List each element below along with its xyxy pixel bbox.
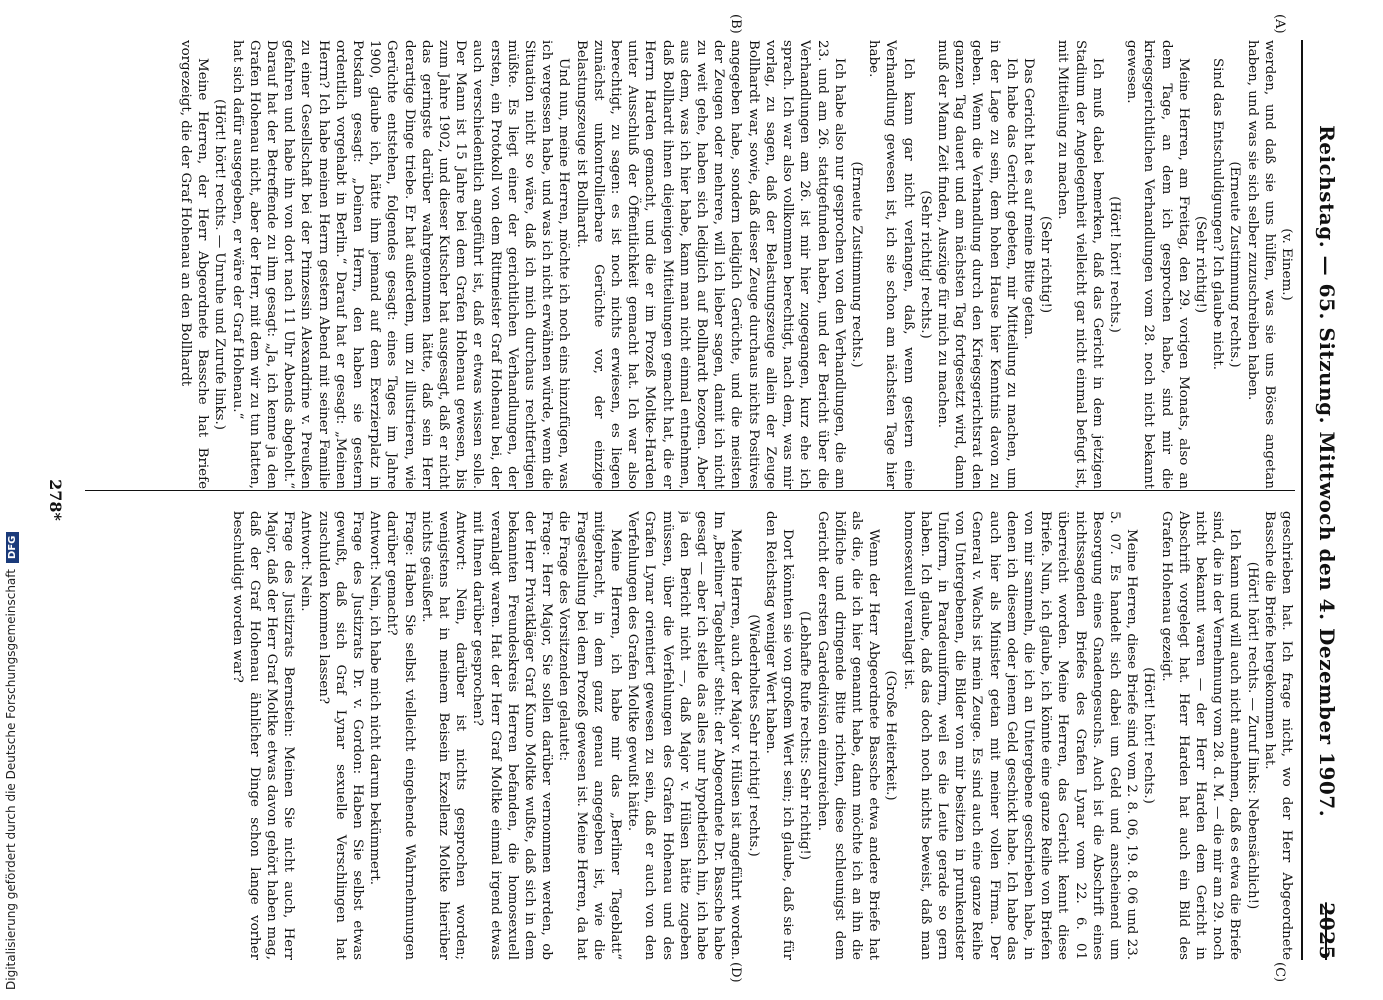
interjection: (Sehr richtig! rechts.) bbox=[917, 190, 933, 339]
column-divider bbox=[85, 490, 1295, 491]
paragraph: Ich kann gar nicht verlangen, daß, wenn gestern eine Verhandlung gewesen ist, ich sie schon am nächsten Tage hier habe. bbox=[866, 40, 916, 489]
paragraph: Meine Herren, am Freitag, den 29. vorigen Monats, also an dem Tage, an dem ich gesprochen habe, sind mir die kriegsgerichtlichen Verhandlungen vom 28. noch nicht bekannt gewesen. bbox=[1124, 40, 1191, 489]
right-column bbox=[85, 511, 1295, 960]
page-header bbox=[1307, 40, 1347, 960]
paragraph: Meine Herren, ich habe mir das „Berliner Tageblatt“ mitgebracht, in dem ganz genau angegeben ist, wie die Fragestellung bei dem Prozeß gewesen ist. Meine Herren, da hat die Frage des Vorsitzenden gelautet: bbox=[556, 511, 624, 960]
paragraph: Ich habe das Gericht gebeten, mir Mitteilung zu machen, um in der Lage zu sein, dem hohen Hause hier Kenntnis davon zu geben. Wenn die Verhandlung durch den Kriegsgerichtsrat den ganzen Tag dauert und am nächsten Tag fortgesetzt wird, dann muß der Mann Zeit finden, Auszüge für mich zu machen. bbox=[934, 40, 1019, 489]
paragraph: Wenn der Herr Abgeordnete Bassche etwa andere Briefe hat als die, die ich hier genannt habe, dann möchte ich an ihn die höfliche und dringende Bitte richten, diese schleunigst dem Gericht der ersten Gardedivision einzureichen. bbox=[814, 511, 882, 960]
paragraph: Meine Herren, diese Briefe sind vom 2. 8. 06, 19. 8. 06 und 23. 5. 07. Es handelt sich dabei um Geld und anscheinend um Besorgung eines Gnadengesuchs. Auch ist die Abschrift eines nichtssagenden Briefes des Grafen Lynar vom 22. 6. 01 überreicht worden. Meine Herren, das Gericht kennt diese Briefe. Nun, ich glaube, ich könnte eine ganze Reihe von Briefen von mir sammeln, die ich an Untergebene geschrieben habe, in denen ich diesem oder jenem Geld geschickt habe. Ich habe das auch hier als Minister getan mit meiner vollen Firma. Der General v. Wachs ist mein Zeuge. Es sind auch eine ganze Reihe von Untergebenen, die Bilder von mir besitzen in prunkendster Uniform, in Paradeuniform, weil es die Leute gerade so gern haben. Ich glaube, daß das doch noch nichts beweist, daß man homosexuell veranlagt ist. bbox=[900, 511, 1140, 960]
paragraph: Ich muß dabei bemerken, daß das Gericht in dem jetzigen Stadium der Angelegenheit vielleicht gar nicht einmal befugt ist, mit Mitteilung zu machen. bbox=[1055, 40, 1105, 489]
paragraph: Frage des Justizrats Dr. v. Gordon: Haben Sie selbst etwas gewußt, daß sich Graf Lynar sexuelle Verschlingen hat zuschulden kommen lassen? bbox=[315, 511, 366, 960]
paragraph: Frage des Justizrats Bernstein: Meinen Sie nicht auch, Herr Major, daß der Herr Graf Moltke etwas davon gehört haben mag, daß der Graf Hohenau ähnlicher Dinge schon lange vorher beschuldigt worden war? bbox=[229, 511, 297, 960]
paragraph: werden, und daß sie uns hülfen, was sie uns Böses angetan haben, und was sie sich selber zuzuschreiben haben. bbox=[1244, 40, 1277, 489]
margin-marker-d: (D) bbox=[728, 962, 743, 983]
interjection: (Große Heiterkeit.) bbox=[883, 670, 899, 801]
interjection: (Hört! hört! rechts. — Zuruf links: Nebensächlich!) bbox=[1244, 561, 1260, 910]
paragraph: (v. Einem.) bbox=[1279, 228, 1294, 301]
header-title: Reichstag. — 65. Sitzung. Mittwoch den 4. Dezember 1907. bbox=[1315, 125, 1339, 818]
interjection: (Wiederholtes Sehr richtig! rechts.) bbox=[745, 614, 761, 857]
paragraph: Frage: Herr Major, Sie sollen darüber vernommen werden, ob der Herr Privatkläger Graf Kuno Moltke wußte, daß sich in dem bekannten Freundeskreis Herren befanden, die homosexuell veranlagt waren. Hat der Herr Graf Moltke einmal irgend etwas mit Ihnen darüber gesprochen? bbox=[470, 511, 555, 960]
text-columns bbox=[85, 40, 1295, 960]
digitization-credit bbox=[4, 532, 19, 990]
paragraph: Ich kann und will auch nicht annehmen, daß es etwa die Briefe sind, die in der Vernehmung vom 28. d. M. — die mir am 29. noch nicht bekannt waren — der Herr Harden dem Gericht in Abschrift vorgelegt hat. Herr Harden hat auch ein Bild des Grafen Hohenau gezeigt. bbox=[1158, 511, 1243, 960]
left-column bbox=[85, 40, 1295, 489]
paragraph: Antwort: Nein, ich habe mich nicht darum bekümmert. bbox=[367, 511, 383, 885]
paragraph: Frage: Haben Sie selbst vielleicht eingehende Wahrnehmungen darüber gemacht? bbox=[384, 511, 417, 960]
paragraph: Ich habe also nur gesprochen von den Verhandlungen, die am 23. und am 26. stattgefunden haben, und der Bericht über die Verhandlungen am 26. ist mir hier zugegangen, kurz ehe ich sprach. Ich war also vollkommen berechtigt, nach dem, was mir vorlag, zu sagen, daß der Belastungszeuge allein der Zeuge Bollhardt war, sowie, daß dieser Zeuge durchaus nichts Positives angegeben habe, sondern lediglich Gerüchte, und die meisten der Zeugen oder mehrere, will ich lieber sagen, damit ich nicht zu weit gehe, haben sich lediglich auf Bollhardt bezogen. Aber aus dem, was ich hier habe, kann man nicht einmal entnehmen, daß Bollhardt ihnen diejenigen Mitteilungen gemacht hat, die er Herrn Harden gemacht, und die er im Prozeß Moltke-Harden unter Ausschluß der Öffentlichkeit gemacht hat. Ich war also berechtigt, zu sagen: es ist noch nichts erwiesen, es liegen zunächst unkontrollierbare Gerüchte vor, der einzige Belastungszeuge ist Bollhardt. bbox=[573, 40, 847, 489]
interjection: (Lebhafte Rufe rechts: Sehr richtig!) bbox=[797, 610, 813, 861]
paragraph: Das Gericht hat es auf meine Bitte getan. bbox=[1020, 58, 1036, 340]
margin-marker-b: (B) bbox=[728, 14, 743, 34]
interjection: (Erneute Zustimmung rechts.) bbox=[848, 161, 864, 368]
margin-marker-c: (C) bbox=[1272, 962, 1287, 983]
page-footer-number: 278* bbox=[46, 479, 65, 521]
interjection: (Hört! hört! rechts. — Unruhe und Zurufe links.) bbox=[212, 99, 228, 430]
paragraph: geschrieben hat. Ich frage nicht, wo der Herr Abgeordnete Bassche die Briefe hergekommen hat. bbox=[1261, 511, 1294, 960]
interjection: (Hört! hört! rechts.) bbox=[1106, 196, 1122, 333]
paragraph: Und nun, meine Herren, möchte ich noch eins hinzufügen, was ich vergessen habe, und was ich nicht erwähnen würde, wenn die Situation nicht so wäre, daß ich mich durchaus rechtfertigen müßte. Es liegt einer der gerichtlichen Verhandlungen, der ersten, ein Protokoll von dem Rittmeister Graf Hohenau bei, der auch verschiedentlich angeführt ist, daß er etwas wissen solle. Der Mann ist 15 Jahre bei dem Grafen Hohenau gewesen, bis zum Jahre 1902, und dieser Kutscher hat ausgesagt, daß er nicht das geringste darüber wahrgenommen hätte, daß sein Herr derartige Dinge triebe. Er hat außerdem, um zu illustrieren, wie Gerüchte entstehen, folgendes gesagt: eines Tages im Jahre 1900, glaube ich, hätte ihm jemand auf dem Exerzierplatz in Potsdam gesagt: „Deinen Herrn, den haben sie gestern ordentlich vorgehabt in Berlin.“ Darauf hat er gesagt: „Meinen Herrn? Ich habe meinen Herrn gestern Abend mit seiner Familie zu einer Gesellschaft bei der Prinzessin Alexandrine v. Preußen gefahren und habe ihn von dort nach 11 Uhr Abends abgeholt.“ Darauf hat der Betreffende zu ihm gesagt: „Ja, ich kenne ja den Grafen Hohenau nicht, aber der Herr, mit dem wir zu tun hatten, hat sich dafür ausgegeben, er wäre der Graf Hohenau.“ bbox=[229, 40, 572, 489]
paragraph: Sind das Entschuldigungen? Ich glaube nicht. bbox=[1210, 58, 1226, 371]
dfg-logo-icon: DFG bbox=[6, 532, 19, 563]
interjection: (Sehr richtig!) bbox=[1192, 215, 1208, 314]
interjection: (Hört! hört! rechts.) bbox=[1141, 667, 1157, 804]
paragraph: Meine Herren, auch der Major v. Hülsen ist angeführt worden. Im „Berliner Tageblatt“ steht: der Abgeordnete Dr. Bassche habe gesagt — aber ich stelle das alles nur hypothetisch hin, ich habe ja den Bericht nicht —, daß Major v. Hülsen hätte zugeben müssen, über die Verfehlungen des Grafen Hohenau und des Grafen Lynar orientiert gewesen zu sein, daß er auch von den Verfehlungen des Grafen Moltke gewußt hätte. bbox=[625, 511, 744, 960]
paragraph: Dort könnten sie von großem Wert sein; ich glaube, daß sie für den Reichstag weniger Wert haben. bbox=[762, 511, 796, 960]
interjection: (Erneute Zustimmung rechts.) bbox=[1227, 161, 1243, 368]
credit-text: Digitalisierung gefördert durch die Deutsche Forschungsgemeinschaft bbox=[4, 568, 18, 990]
margin-marker-a: (A) bbox=[1272, 14, 1287, 34]
paragraph: Antwort: Nein. bbox=[298, 511, 314, 612]
paragraph: Meine Herren, der Herr Abgeordnete Bassche hat Briefe vorgezeigt, die der Graf Hohenau an den Bollhardt bbox=[178, 40, 211, 489]
paragraph: Antwort: Nein, darüber ist nichts gesprochen worden; wenigstens hat in meinem Beisein Exzellenz Moltke hierüber nichts geäußert. bbox=[418, 511, 469, 960]
header-rule bbox=[1301, 40, 1303, 960]
header-page-number: 2025 bbox=[1315, 902, 1339, 960]
interjection: (Sehr richtig!) bbox=[1038, 215, 1054, 314]
